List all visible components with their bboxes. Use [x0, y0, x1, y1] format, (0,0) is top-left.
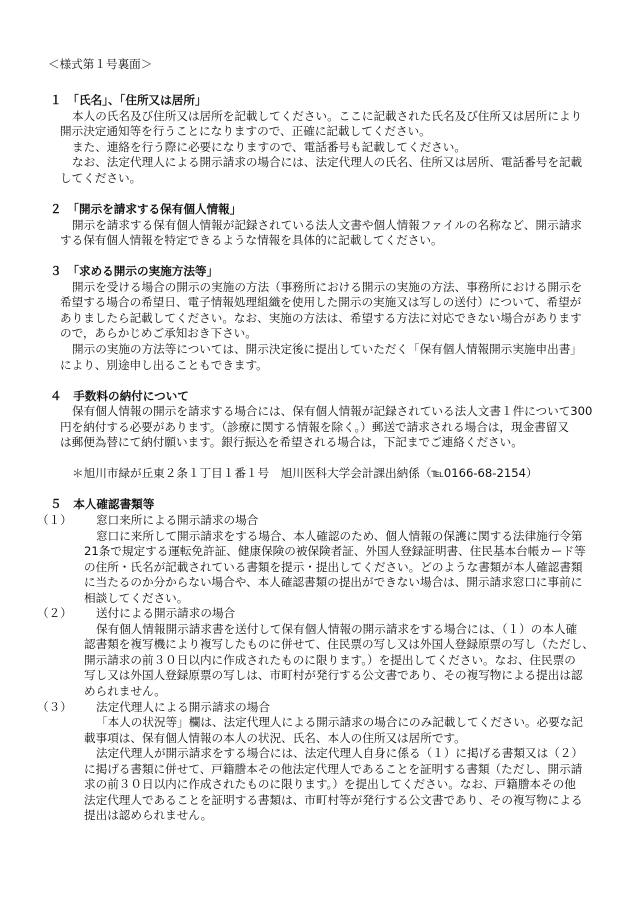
paragraph-line: なお、法定代理人による開示請求の場合には、法定代理人の氏名、住所又は居所、電話番号を記載: [72, 155, 583, 170]
subsection-title: 窓口来所による開示請求の場合: [96, 513, 259, 527]
section-identity-documents: [0, 497, 630, 823]
paragraph-line: ありましたら記載してください。なお、実施の方法は、希望する方法に対応できない場合があります: [60, 310, 582, 325]
paragraph-line: 円を納付する必要があります。（診療に関する情報を除く。）郵送で請求される場合は，現金書留又: [60, 419, 569, 434]
paragraph-line: は郵便為替にて納付願います。銀行振込を希望される場合は，下記までご連絡ください。: [60, 435, 523, 450]
paragraph-line: 求の前３０日以内に作成されたものに限ります。）を提出してください。なお、戸籍謄本その他: [84, 777, 576, 792]
section-heading: ４ 手数料の納付について: [50, 388, 189, 403]
document-content: [0, 57, 630, 824]
subsection-heading: [0, 513, 630, 529]
subsection-mail-request: [0, 606, 630, 699]
paragraph-line: する保有個人情報を特定できるような情報を具体的に記載してください。: [60, 233, 443, 248]
paragraph-line: 法定代理人が開示請求をする場合には、法定代理人自身に係る（１）に掲げる書類又は（２）: [96, 746, 583, 761]
section-requested-information: [0, 202, 630, 249]
subsection-counter-visit: [0, 513, 630, 606]
subsection-heading: [0, 700, 630, 716]
subsection-legal-representative: [0, 700, 630, 824]
subsection-number: （３）: [37, 699, 72, 714]
section-disclosure-method: [0, 264, 630, 373]
paragraph-line: また、連絡を行う際に必要になりますので、電話番号も記載してください。: [72, 139, 466, 154]
paragraph-line: 開示決定通知等を行うことになりますので、正確に記載してください。: [60, 124, 431, 139]
paragraph-line: 開示を受ける場合の開示の実施の方法（事務所における開示の実施の方法、事務所における開示を: [72, 279, 583, 294]
subsection-title: 法定代理人による開示請求の場合: [96, 699, 270, 714]
paragraph-line: 保有個人情報の開示を請求する場合には、保有個人情報が記録されている法人文書１件について300: [72, 404, 593, 419]
paragraph-line: 開示請求の前３０日以内に作成されたものに限ります。）を提出してください。なお、住民票の: [84, 652, 576, 667]
form-side-label: ＜様式第１号裏面＞: [48, 57, 153, 71]
paragraph-line: 載事項は、保有個人情報の本人の状況、氏名、本人の住所又は居所です。: [84, 730, 466, 745]
subsection-number: （１）: [37, 513, 72, 527]
section-fee-payment: [0, 389, 630, 482]
paragraph-line: 「本人の状況等」欄は、法定代理人による開示請求の場合にのみ記載してください。必要な記: [96, 715, 583, 730]
paragraph-line: 認書類を複写機により複写したものに併せて、住民票の写し又は外国人登録原票の写し（ただし、: [84, 637, 594, 652]
paragraph-line: 開示を請求する保有個人情報が記録されている法人文書や個人情報ファイルの名称など、開示請求: [72, 217, 582, 232]
paragraph-line: 提出は認められません。: [84, 808, 213, 823]
paragraph-line: に掲げる書類に併せて、戸籍謄本その他法定代理人であることを証明する書類（ただし、開示請: [84, 761, 583, 776]
subsection-title: 送付による開示請求の場合: [96, 606, 236, 621]
paragraph-line: 相談してください。: [84, 590, 189, 605]
paragraph-line: 写し又は外国人登録原票の写しは、市町村が発行する公文書であり、その複写物による提出は認: [84, 668, 583, 683]
paragraph-line: 法定代理人であることを証明する書類は、市町村等が発行する公文書であり、その複写物による: [84, 792, 583, 807]
paragraph-line: ので，あらかじめご承知おき下さい。: [60, 326, 257, 341]
paragraph-line: 本人の氏名及び住所又は居所を記載してください。ここに記載された氏名及び住所又は居所により: [72, 108, 583, 123]
paragraph-line: により、別途申し出ることもできます。: [60, 357, 268, 372]
contact-address: ＊旭川市緑が丘東２条１丁目１番１号 旭川医科大学会計課出納係（℡0166-68-2154）: [72, 466, 538, 481]
paragraph-line: 窓口に来所して開示請求をする場合、本人確認のため、個人情報の保護に関する法律施行令第: [96, 528, 583, 543]
paragraph-line: してください。: [60, 170, 142, 185]
section-heading: ３ 「求める開示の実施方法等」: [50, 264, 219, 279]
section-heading: １ 「氏名」、「住所又は居所」: [50, 93, 207, 108]
subsection-heading: [0, 606, 630, 622]
paragraph-line: の住所・氏名が記載されている書類を提示・提出してください。どのような書類が本人確認書類: [84, 559, 583, 574]
section-heading: ２ 「開示を請求する保有個人情報」: [50, 202, 242, 217]
subsection-number: （２）: [37, 606, 72, 621]
paragraph-line: 開示の実施の方法等については、開示決定後に提出していただく「保有個人情報開示実施申出書」: [72, 341, 582, 356]
paragraph-line: 保有個人情報開示請求書を送付して保有個人情報の開示請求をする場合には、（１）の本人確: [96, 621, 578, 636]
section-name-address: [0, 93, 630, 186]
paragraph-line: 希望する場合の希望日、電子情報処理組織を使用した開示の実施又は写しの送付）について、希望が: [60, 295, 582, 310]
paragraph-line: に当たるのか分からない場合や、本人確認書類の提出ができない場合は、開示請求窓口に事前に: [84, 575, 583, 590]
paragraph-line: 21条で規定する運転免許証、健康保険の被保険者証、外国人登録証明書、住民基本台帳カード等: [84, 544, 586, 559]
paragraph-line: められません。: [84, 684, 166, 699]
section-heading: ５ 本人確認書類等: [50, 497, 155, 512]
